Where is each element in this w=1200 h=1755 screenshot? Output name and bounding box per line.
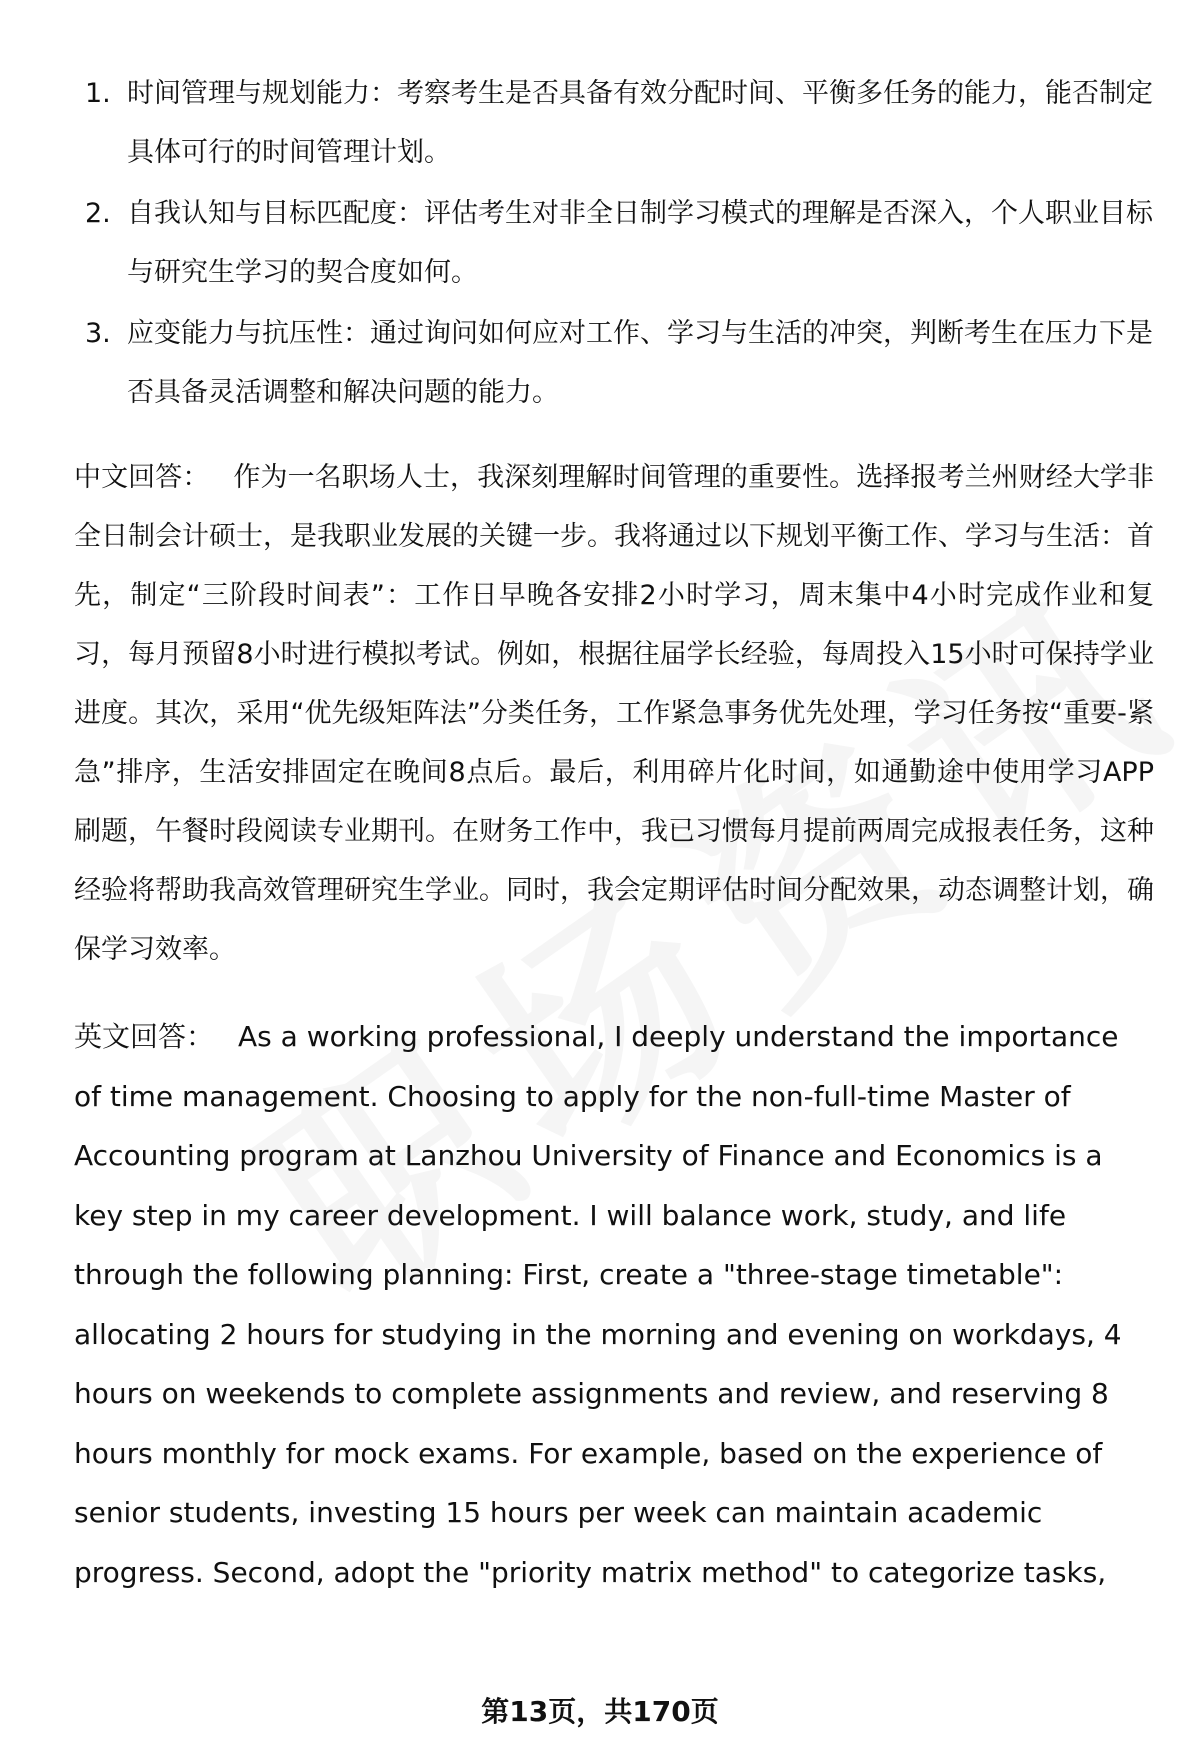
english-answer-label: 英文回答： bbox=[74, 1020, 215, 1053]
list-item-text: 自我认知与目标匹配度：评估考生对非全日制学习模式的理解是否深入，个人职业目标与研究生学习的契合度如何。 bbox=[127, 198, 1153, 288]
list-item bbox=[74, 184, 1154, 302]
list-item-text: 时间管理与规划能力：考察考生是否具备有效分配时间、平衡多任务的能力，能否制定具体可行的时间管理计划。 bbox=[127, 78, 1153, 168]
list-item bbox=[74, 304, 1154, 422]
english-answer-paragraph bbox=[74, 1007, 1154, 1602]
evaluation-criteria-list bbox=[74, 64, 1154, 422]
english-answer-text: As a working professional, I deeply understand the importance of time management. Choosing to apply for the non-full-time Master of Accounting program at Lanzhou University of Finance and Economics is a key step in my career development. I will balance work, study, and life through the following planning: First, create a "three-stage timetable": allocating 2 hours for studying in the morning and evening on workdays, 4 hours on weekends to complete assignments and review, and reserving 8 hours monthly for mock exams. For example, based on the experience of senior students, investing 15 hours per week can maintain academic progress. Second, adopt the "priority matrix method" to categorize tasks, bbox=[74, 1020, 1122, 1589]
page-content bbox=[74, 64, 1154, 1602]
list-item-number: 1. bbox=[85, 78, 111, 109]
list-item-number: 3. bbox=[85, 318, 111, 349]
list-item bbox=[74, 64, 1154, 182]
page-number-footer: 第13页，共170页 bbox=[481, 1695, 719, 1728]
chinese-answer-text: 作为一名职场人士，我深刻理解时间管理的重要性。选择报考兰州财经大学非全日制会计硕士，是我职业发展的关键一步。我将通过以下规划平衡工作、学习与生活：首先，制定“三阶段时间表”：工作日早晚各安排2小时学习，周末集中4小时完成作业和复习，每月预留8小时进行模拟考试。例如，根据往届学长经验，每周投入15小时可保持学业进度。其次，采用“优先级矩阵法”分类任务，工作紧急事务优先处理，学习任务按“重要-紧急”排序，生活安排固定在晚间8点后。最后，利用碎片化时间，如通勤途中使用学习APP刷题，午餐时段阅读专业期刊。在财务工作中，我已习惯每月提前两周完成报表任务，这种经验将帮助我高效管理研究生学业。同时，我会定期评估时间分配效果，动态调整计划，确保学习效率。 bbox=[74, 462, 1155, 965]
list-item-text: 应变能力与抗压性：通过询问如何应对工作、学习与生活的冲突，判断考生在压力下是否具备灵活调整和解决问题的能力。 bbox=[127, 318, 1153, 408]
list-item-number: 2. bbox=[85, 198, 111, 229]
chinese-answer-label: 中文回答： bbox=[74, 462, 210, 493]
chinese-answer-paragraph bbox=[74, 448, 1154, 979]
